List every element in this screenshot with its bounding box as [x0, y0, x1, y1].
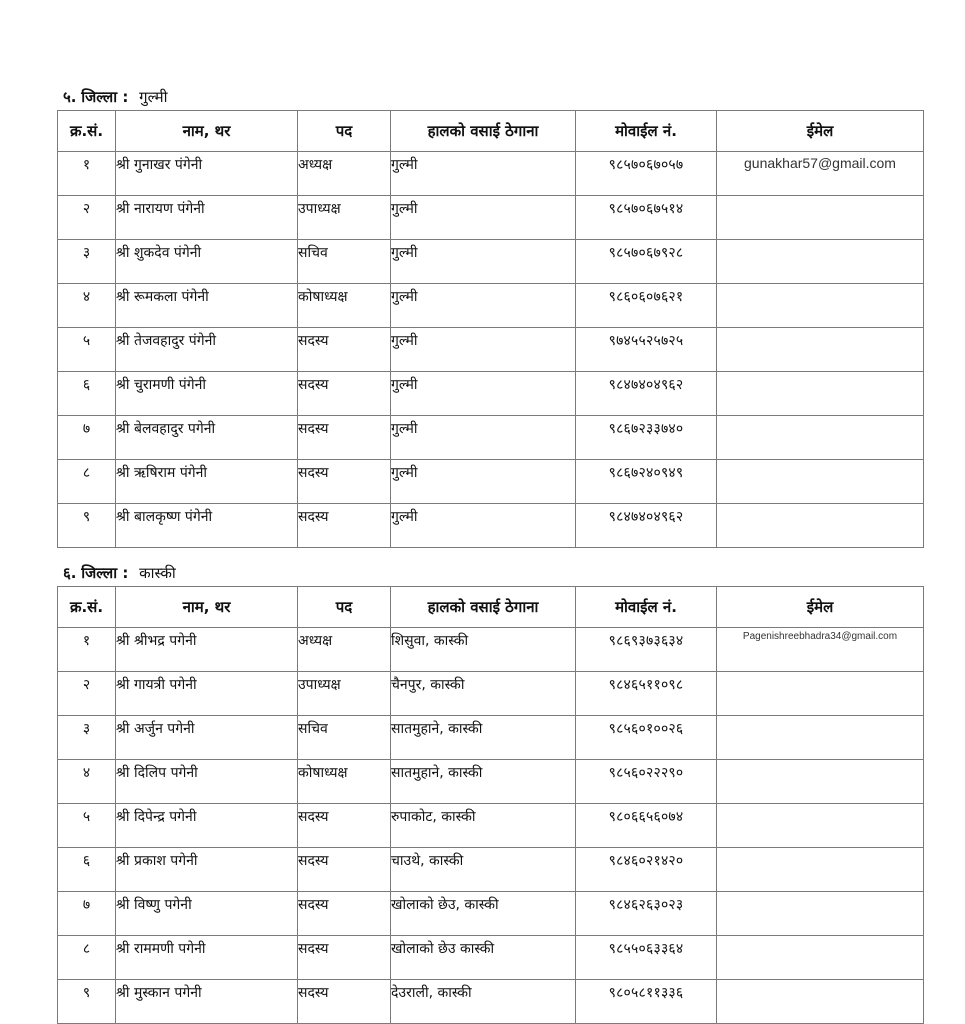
cell-address: खोलाको छेउ, कास्की: [391, 892, 576, 936]
table-row: [58, 848, 924, 892]
cell-name: श्री दिपेन्द्र पगेनी: [116, 804, 298, 848]
cell-name: श्री श्रीभद्र पगेनी: [116, 628, 298, 672]
cell-serial: ४: [58, 760, 116, 804]
table-row: [58, 936, 924, 980]
district-section-gulmi: [57, 84, 923, 548]
cell-post: उपाध्यक्ष: [298, 196, 391, 240]
cell-address: गुल्मी: [391, 152, 576, 196]
column-header-name: नाम, थर: [116, 111, 298, 152]
district-name: कास्की: [139, 564, 176, 582]
cell-name: श्री शुकदेव पंगेनी: [116, 240, 298, 284]
cell-address: गुल्मी: [391, 460, 576, 504]
cell-address: चैनपुर, कास्की: [391, 672, 576, 716]
cell-address: शिसुवा, कास्की: [391, 628, 576, 672]
cell-address: सातमुहाने, कास्की: [391, 760, 576, 804]
cell-name: श्री रूमकला पंगेनी: [116, 284, 298, 328]
cell-serial: ३: [58, 716, 116, 760]
cell-address: गुल्मी: [391, 240, 576, 284]
cell-email: [717, 240, 924, 284]
cell-mobile: ९७४५५२५७२५: [576, 328, 717, 372]
cell-email: [717, 716, 924, 760]
cell-email: [717, 328, 924, 372]
cell-serial: ७: [58, 416, 116, 460]
cell-address: गुल्मी: [391, 284, 576, 328]
cell-post: सदस्य: [298, 892, 391, 936]
cell-post: सदस्य: [298, 416, 391, 460]
table-row: [58, 672, 924, 716]
column-header-post: पद: [298, 587, 391, 628]
cell-serial: १: [58, 628, 116, 672]
cell-post: सदस्य: [298, 980, 391, 1024]
cell-serial: १: [58, 152, 116, 196]
table-row: [58, 240, 924, 284]
district-section-kaski: [57, 560, 923, 1024]
district-label: जिल्ला :: [81, 564, 129, 582]
cell-email: [717, 848, 924, 892]
cell-mobile: ९८४७४०४९६२: [576, 372, 717, 416]
cell-email[interactable]: Pagenishreebhadra34@gmail.com: [717, 628, 924, 672]
cell-email: [717, 980, 924, 1024]
cell-mobile: ९८४६५११०९८: [576, 672, 717, 716]
cell-post: सदस्य: [298, 372, 391, 416]
cell-mobile: ९८५७०६७५१४: [576, 196, 717, 240]
cell-post: सदस्य: [298, 460, 391, 504]
cell-mobile: ९८४७४०४९६२: [576, 504, 717, 548]
cell-name: श्री गायत्री पगेनी: [116, 672, 298, 716]
cell-post: कोषाध्यक्ष: [298, 284, 391, 328]
cell-name: श्री राममणी पगेनी: [116, 936, 298, 980]
cell-address: रुपाकोट, कास्की: [391, 804, 576, 848]
cell-post: सचिव: [298, 240, 391, 284]
cell-email: [717, 804, 924, 848]
cell-email: [717, 672, 924, 716]
cell-serial: २: [58, 196, 116, 240]
cell-email: [717, 760, 924, 804]
cell-mobile: ९८५६०१००२६: [576, 716, 717, 760]
cell-mobile: ९८६९३७३६३४: [576, 628, 717, 672]
table-row: [58, 892, 924, 936]
cell-address: गुल्मी: [391, 504, 576, 548]
table-row: [58, 284, 924, 328]
cell-email[interactable]: gunakhar57@gmail.com: [717, 152, 924, 196]
cell-mobile: ९८०५८११३३६: [576, 980, 717, 1024]
cell-serial: ४: [58, 284, 116, 328]
table-row: [58, 460, 924, 504]
column-header-name: नाम, थर: [116, 587, 298, 628]
cell-serial: ६: [58, 372, 116, 416]
cell-post: सदस्य: [298, 804, 391, 848]
table-row: [58, 504, 924, 548]
cell-email: [717, 284, 924, 328]
cell-name: श्री तेजवहादुर पंगेनी: [116, 328, 298, 372]
cell-email: [717, 892, 924, 936]
cell-serial: ७: [58, 892, 116, 936]
cell-name: श्री विष्णु पगेनी: [116, 892, 298, 936]
cell-post: सचिव: [298, 716, 391, 760]
cell-mobile: ९८५५०६३३६४: [576, 936, 717, 980]
cell-post: सदस्य: [298, 328, 391, 372]
column-header-email: ईमेल: [717, 587, 924, 628]
cell-email: [717, 416, 924, 460]
table-row: [58, 628, 924, 672]
column-header-address: हालको वसाई ठेगाना: [391, 111, 576, 152]
cell-mobile: ९८५६०२२२९०: [576, 760, 717, 804]
cell-address: चाउथे, कास्की: [391, 848, 576, 892]
column-header-mobile: मोवाईल नं.: [576, 587, 717, 628]
table-row: [58, 152, 924, 196]
cell-name: श्री मुस्कान पगेनी: [116, 980, 298, 1024]
table-body: [58, 628, 924, 1024]
table-body: [58, 152, 924, 548]
cell-address: गुल्मी: [391, 372, 576, 416]
cell-name: श्री गुनाखर पंगेनी: [116, 152, 298, 196]
cell-name: श्री प्रकाश पगेनी: [116, 848, 298, 892]
column-header-post: पद: [298, 111, 391, 152]
table-row: [58, 372, 924, 416]
table-row: [58, 980, 924, 1024]
cell-email: [717, 372, 924, 416]
cell-mobile: ९८४६०२१४२०: [576, 848, 717, 892]
table-row: [58, 716, 924, 760]
table-row: [58, 328, 924, 372]
table-header-row: [58, 587, 924, 628]
table-header-row: [58, 111, 924, 152]
cell-address: गुल्मी: [391, 328, 576, 372]
district-label: जिल्ला :: [81, 88, 129, 106]
cell-mobile: ९८६७२३३७४०: [576, 416, 717, 460]
cell-address: गुल्मी: [391, 196, 576, 240]
district-name: गुल्मी: [139, 88, 168, 106]
district-number: ५.: [63, 88, 77, 106]
cell-name: श्री ऋषिराम पंगेनी: [116, 460, 298, 504]
cell-mobile: ९८०६६५६०७४: [576, 804, 717, 848]
column-header-email: ईमेल: [717, 111, 924, 152]
cell-serial: ९: [58, 980, 116, 1024]
table-row: [58, 196, 924, 240]
cell-serial: २: [58, 672, 116, 716]
cell-name: श्री नारायण पंगेनी: [116, 196, 298, 240]
district-number: ६.: [63, 564, 77, 582]
member-table: [57, 110, 924, 548]
cell-serial: ८: [58, 460, 116, 504]
table-row: [58, 416, 924, 460]
member-table: [57, 586, 924, 1024]
cell-serial: ६: [58, 848, 116, 892]
cell-mobile: ९८६०६०७६२१: [576, 284, 717, 328]
cell-address: खोलाको छेउ कास्की: [391, 936, 576, 980]
cell-serial: ३: [58, 240, 116, 284]
cell-serial: ५: [58, 804, 116, 848]
cell-name: श्री अर्जुन पगेनी: [116, 716, 298, 760]
cell-mobile: ९८५७०६७०५७: [576, 152, 717, 196]
table-row: [58, 760, 924, 804]
cell-email: [717, 936, 924, 980]
cell-post: अध्यक्ष: [298, 152, 391, 196]
cell-mobile: ९८६७२४०९४९: [576, 460, 717, 504]
cell-name: श्री चुरामणी पंगेनी: [116, 372, 298, 416]
cell-mobile: ९८५७०६७९२८: [576, 240, 717, 284]
cell-post: सदस्य: [298, 936, 391, 980]
cell-address: सातमुहाने, कास्की: [391, 716, 576, 760]
cell-post: अध्यक्ष: [298, 628, 391, 672]
cell-post: कोषाध्यक्ष: [298, 760, 391, 804]
table-row: [58, 804, 924, 848]
cell-post: सदस्य: [298, 504, 391, 548]
cell-post: उपाध्यक्ष: [298, 672, 391, 716]
cell-serial: ५: [58, 328, 116, 372]
cell-serial: ८: [58, 936, 116, 980]
cell-email: [717, 460, 924, 504]
cell-mobile: ९८४६२६३०२३: [576, 892, 717, 936]
cell-name: श्री दिलिप पगेनी: [116, 760, 298, 804]
district-heading: [57, 560, 923, 586]
column-header-serial: क्र.सं.: [58, 111, 116, 152]
cell-email: [717, 504, 924, 548]
cell-address: गुल्मी: [391, 416, 576, 460]
cell-address: देउराली, कास्की: [391, 980, 576, 1024]
column-header-mobile: मोवाईल नं.: [576, 111, 717, 152]
column-header-serial: क्र.सं.: [58, 587, 116, 628]
cell-name: श्री बालकृष्ण पंगेनी: [116, 504, 298, 548]
column-header-address: हालको वसाई ठेगाना: [391, 587, 576, 628]
district-heading: [57, 84, 923, 110]
cell-post: सदस्य: [298, 848, 391, 892]
cell-email: [717, 196, 924, 240]
cell-serial: ९: [58, 504, 116, 548]
cell-name: श्री बेलवहादुर पगेनी: [116, 416, 298, 460]
